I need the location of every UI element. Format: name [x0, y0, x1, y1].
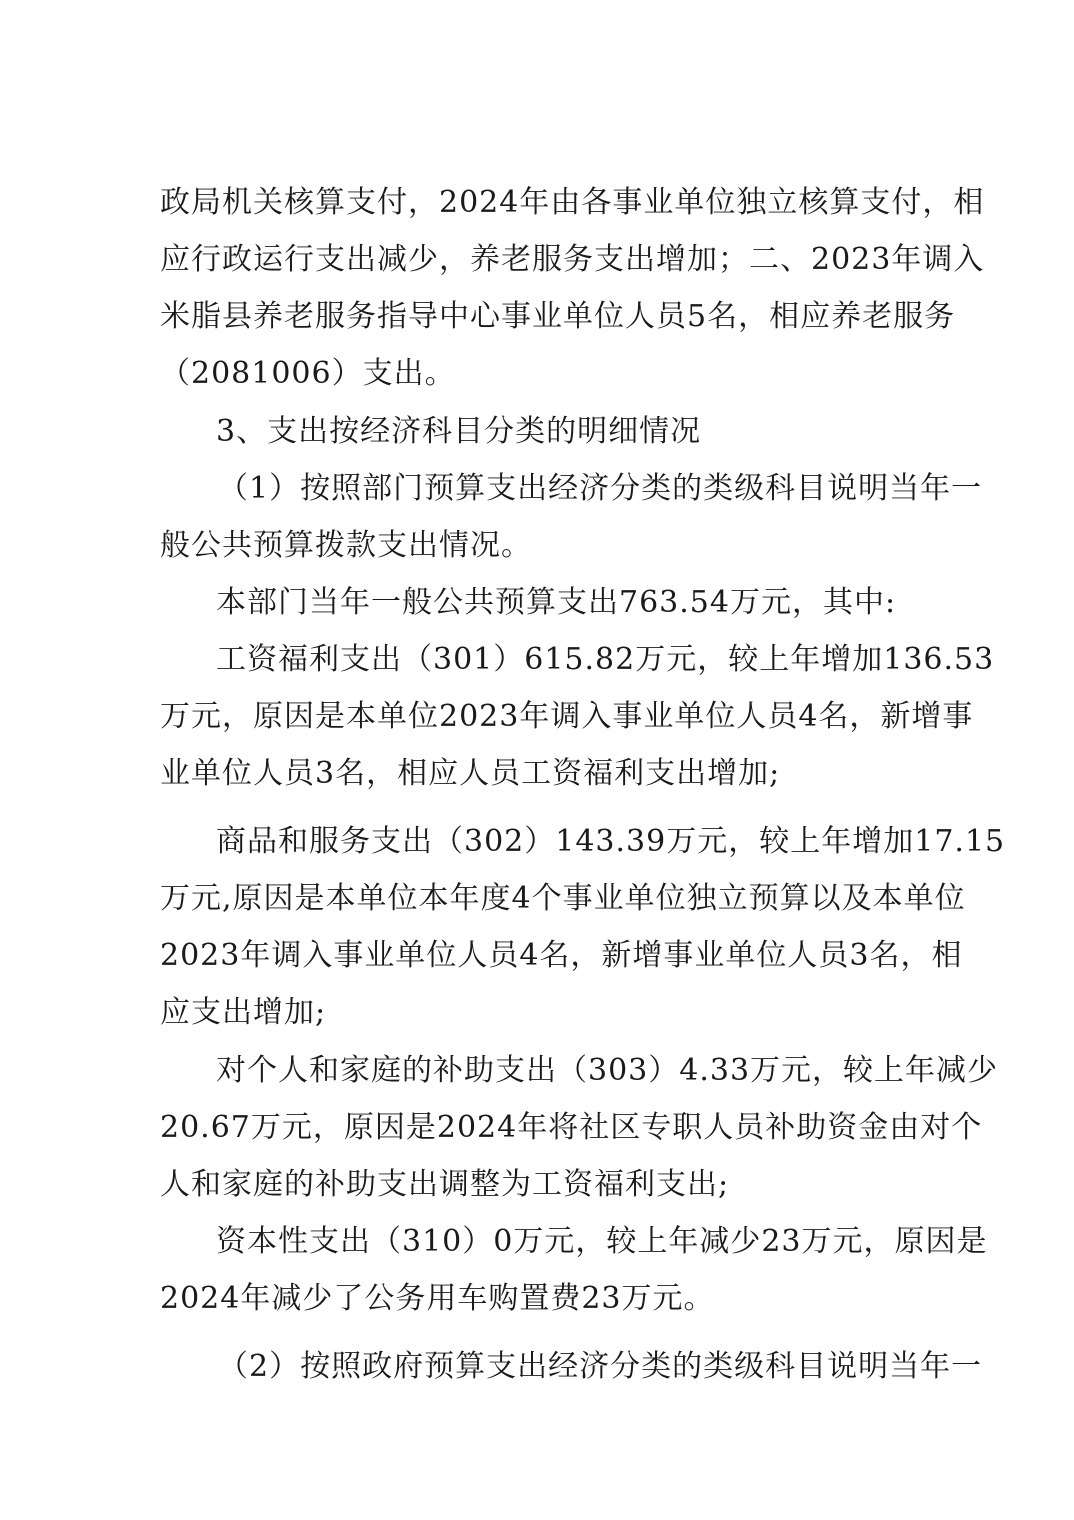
text-line: 本部门当年一般公共预算支出763.54万元，其中: [216, 585, 897, 620]
text-line: 对个人和家庭的补助支出（303）4.33万元，较上年减少 [216, 1053, 999, 1088]
text-line: 人和家庭的补助支出调整为工资福利支出; [160, 1167, 730, 1202]
text-line: 20.67万元，原因是2024年将社区专职人员补助资金由对个 [160, 1110, 983, 1145]
text-line: 资本性支出（310）0万元，较上年减少23万元，原因是 [216, 1224, 988, 1259]
text-line: 米脂县养老服务指导中心事业单位人员5名，相应养老服务 [160, 299, 956, 334]
section-heading: 3、支出按经济科目分类的明细情况 [216, 414, 702, 449]
subsection-heading: （2）按照政府预算支出经济分类的类级科目说明当年一 [218, 1349, 983, 1384]
text-line: 2024年减少了公务用车购置费23万元。 [160, 1281, 715, 1316]
text-line: 万元,原因是本单位本年度4个事业单位独立预算以及本单位 [160, 881, 966, 916]
text-line: 应行政运行支出减少，养老服务支出增加；二、2023年调入 [160, 242, 985, 277]
text-line: 商品和服务支出（302）143.39万元，较上年增加17.15 [216, 824, 1006, 859]
text-line: 工资福利支出（301）615.82万元，较上年增加136.53 [216, 642, 995, 677]
subsection-heading: （1）按照部门预算支出经济分类的类级科目说明当年一 [218, 471, 983, 506]
text-line: 业单位人员3名，相应人员工资福利支出增加; [160, 756, 781, 791]
text-line: 政局机关核算支付，2024年由各事业单位独立核算支付，相 [160, 185, 985, 220]
text-line: 应支出增加; [160, 995, 327, 1030]
text-line: 万元，原因是本单位2023年调入事业单位人员4名，新增事 [160, 699, 974, 734]
text-line: （2081006）支出。 [160, 356, 456, 391]
text-line: 2023年调入事业单位人员4名，新增事业单位人员3名，相 [160, 938, 963, 973]
text-line: 般公共预算拨款支出情况。 [160, 528, 532, 563]
